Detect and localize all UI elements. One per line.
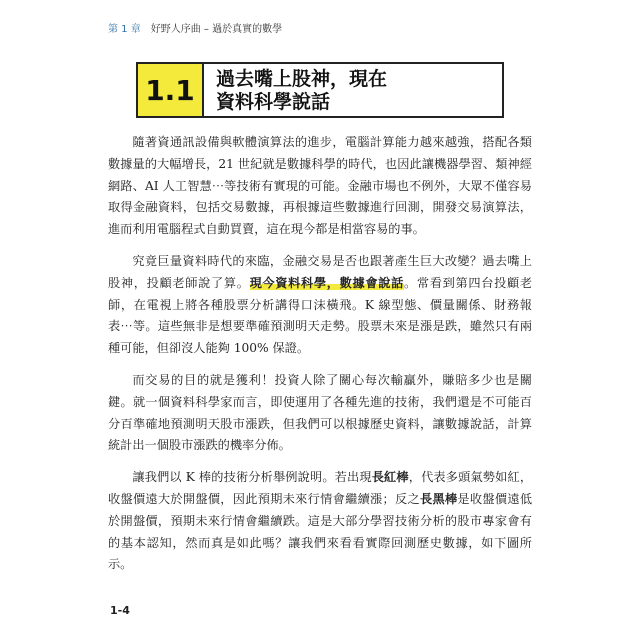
section-title-line2: 資料科學說話 [216, 91, 331, 113]
section-title [204, 64, 387, 116]
highlight-phrase: 現今資料科學，數據會說話 [249, 275, 404, 290]
paragraph-4-part-a: 讓我們以 K 棒的技術分析舉例說明。若出現 [132, 470, 372, 485]
paragraph-3: 而交易的目的就是獲利！投資人除了關心每次輸贏外，賺賠多少也是關鍵。就一個資料科學家而言，即使運用了各種先進的技術，我們還是不可能百分百準確地預測明天股市漲跌，但我們可以根據歷史資料，讓數據說話，計算統計出一個股市漲跌的機率分佈。 [108, 372, 532, 453]
paragraph-4-part-b: ，代表多頭氣勢如紅，收盤價遠大於開盤價，因此預期未來行情會繼續漲；反之 [108, 470, 533, 506]
section-number: 1.1 [138, 64, 204, 116]
body-text [108, 132, 532, 586]
page-number: 1-4 [110, 604, 130, 617]
paragraph-1: 隨著資通訊設備與軟體演算法的進步，電腦計算能力越來越強，搭配各類數據量的大幅增長，21 世紀就是數據科學的時代，也因此讓機器學習、類神經網路、AI 人工智慧⋯等技術有實現的可能。金融市場也不例外，大眾不僅容易取得金融資料，包括交易數據，再根據這些數據進行回測，開發交易演算法，進而利用電腦程式自動買賣，這在現今都是相當容易的事。 [108, 135, 532, 237]
paragraph-2-start: 究竟巨量資料時代的來臨，金融交易是否也跟著產生巨大改變？過去嘴上股神，投顧老師說了算。 [108, 253, 532, 290]
paragraph-4-part-c: 是收盤價遠低於開盤價，預期未來行情會繼續跌。這是大部分學習技術分析的股市專家會有的基本認知，然而真是如此嗎？讓我們來看看實際回測歷史數據，如下圖所示。 [108, 491, 533, 572]
section-title-line1: 過去嘴上股神，現在 [216, 68, 388, 90]
red-candle-term: 長紅棒 [371, 470, 409, 485]
paragraph-2 [108, 251, 532, 360]
running-header [108, 20, 282, 35]
section-heading [136, 62, 504, 118]
paragraph-4 [108, 467, 532, 576]
chapter-label: 第 1 章 [108, 24, 141, 35]
chapter-title: 好野人序曲 – 過於真實的數學 [150, 24, 283, 35]
black-candle-term: 長黑棒 [419, 491, 458, 506]
paragraph-2-end: 。常看到第四台投顧老師，在電視上將各種股票分析講得口沫橫飛。K 線型態、價量關係、財務報表⋯等。這些無非是想要準確預測明天走勢。股票未來是漲是跌，雖然只有兩種可能，但卻沒人能夠 100% 保證。 [108, 275, 533, 356]
